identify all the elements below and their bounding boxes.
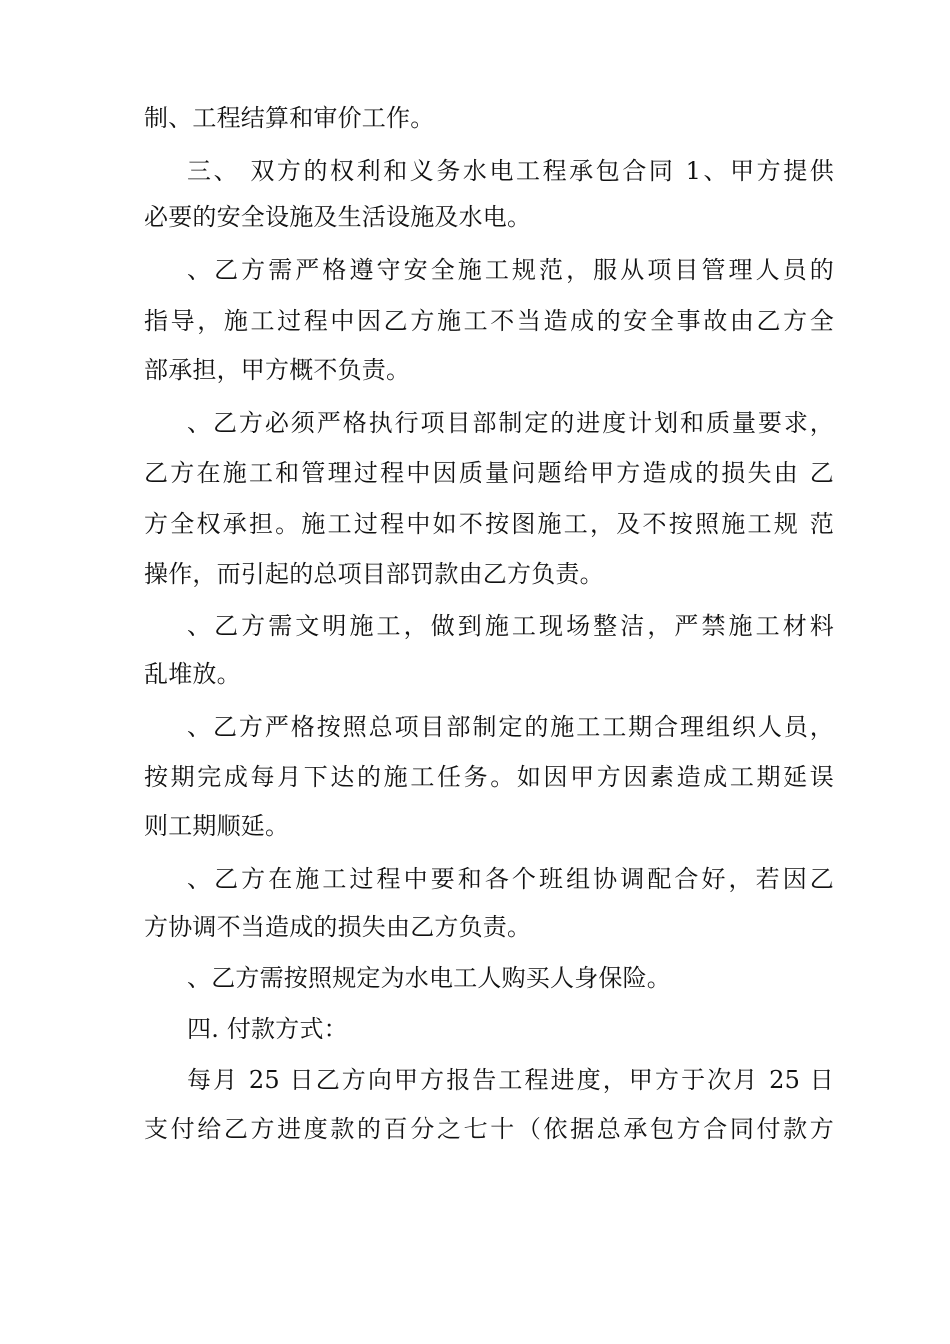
section-heading-payment: 四. 付款方式： xyxy=(187,1015,348,1043)
clause-line: 、乙方需按照规定为水电工人购买人身保险。 xyxy=(187,964,671,992)
text-line: 方全权承担。施工过程中如不按图施工，及不按照施工规 范 xyxy=(144,510,834,538)
clause-line: 、乙方需严格遵守安全施工规范，服从项目管理人员的 xyxy=(187,256,834,284)
text-line: 操作，而引起的总项目部罚款由乙方负责。 xyxy=(144,560,604,588)
clause-line: 、乙方需文明施工，做到施工现场整洁，严禁施工材料 xyxy=(187,612,834,640)
text-line: 按期完成每月下达的施工任务。如因甲方因素造成工期延误 xyxy=(144,763,834,791)
text-line: 指导，施工过程中因乙方施工不当造成的安全事故由乙方全 xyxy=(144,307,834,335)
clause-line: 、乙方严格按照总项目部制定的施工工期合理组织人员， xyxy=(187,713,834,741)
text-line: 支付给乙方进度款的百分之七十（依据总承包方合同付款方 xyxy=(144,1115,834,1143)
text-line: 乙方在施工和管理过程中因质量问题给甲方造成的损失由 乙 xyxy=(144,459,834,487)
clause-line: 、乙方在施工过程中要和各个班组协调配合好，若因乙 xyxy=(187,865,834,893)
text-line: 必要的安全设施及生活设施及水电。 xyxy=(144,203,532,231)
clause-line: 、乙方必须严格执行项目部制定的进度计划和质量要求， xyxy=(187,409,834,437)
text-line: 每月 25 日乙方向甲方报告工程进度，甲方于次月 25 日 xyxy=(187,1066,834,1094)
text-line: 方协调不当造成的损失由乙方负责。 xyxy=(144,913,532,941)
text-line: 乱堆放。 xyxy=(144,660,241,688)
text-line: 部承担，甲方概不负责。 xyxy=(144,356,411,384)
text-line: 则工期顺延。 xyxy=(144,812,290,840)
section-heading-rights-obligations: 三、 双方的权利和义务水电工程承包合同 1、甲方提供 xyxy=(187,157,834,185)
text-line: 制、工程结算和审价工作。 xyxy=(144,104,435,132)
